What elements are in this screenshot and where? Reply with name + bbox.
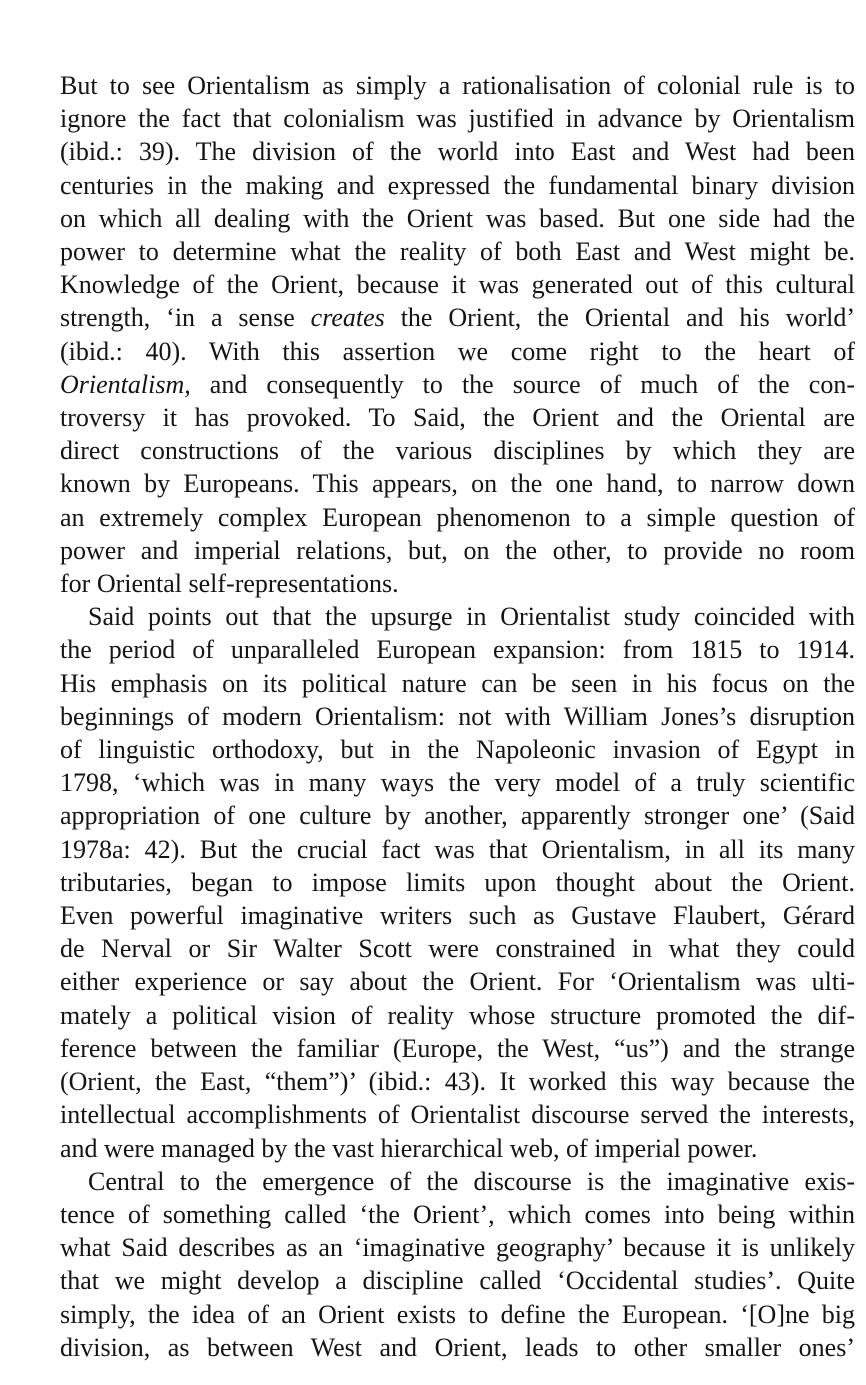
text-line [60,69,855,102]
book-page [60,69,855,1364]
text-line [60,501,855,534]
text-line [60,1331,855,1364]
text-run: (ibid.: 40). With this assertion we come right to the heart of [60,336,855,366]
text-run: ference between the familiar (Europe, the West, “us”) and the strange [60,1033,855,1063]
text-line [60,169,855,202]
text-run: and consequently to the source of much of the con- [190,369,855,399]
text-run: on which all dealing with the Orient was based. But one side had the [60,203,855,233]
text-run: what Said describes as an ‘imaginative geography’ because it is unlikely [60,1233,855,1263]
text-line [60,202,855,235]
text-line [60,534,855,567]
text-line [60,700,855,733]
text-run: strength, ‘in a sense [60,303,311,333]
text-run: simply, the idea of an Orient exists to define the European. ‘[O]ne big [60,1299,855,1329]
text-line [60,1065,855,1098]
text-run: Even powerful imaginative writers such as Gustave Flaubert, Gérard [60,901,855,931]
text-run: tributaries, began to impose limits upon thought about the Orient. [60,867,855,897]
text-run: an extremely complex European phenomenon to a simple question of [60,502,855,532]
text-line [60,667,855,700]
text-run: tence of something called ‘the Orient’, which comes into being within [60,1199,855,1229]
text-run: (ibid.: 39). The division of the world into East and West had been [60,137,855,167]
text-run: ignore the fact that colonialism was justified in advance by Orientalism [60,104,855,134]
text-line [60,335,855,368]
text-run: and were managed by the vast hierarchical web, of imperial power. [60,1133,758,1163]
text-run: de Nerval or Sir Walter Scott were constrained in what they could [60,934,855,964]
text-line [60,633,855,666]
paragraph [60,600,855,1164]
text-run: of linguistic orthodoxy, but in the Napoleonic invasion of Egypt in [60,735,855,765]
text-line [60,833,855,866]
text-line [60,766,855,799]
text-line [60,401,855,434]
text-run: beginnings of modern Orientalism: not with William Jones’s disruption [60,701,855,731]
text-run: power to determine what the reality of both East and West might be. [60,237,855,267]
text-run: for Oriental self-representations. [60,569,399,599]
text-run: direct constructions of the various disciplines by which they are [60,436,855,466]
text-run: mately a political vision of reality whose structure promoted the dif- [60,1000,855,1030]
italic-text-run: creates [310,303,385,333]
paragraph [60,1165,855,1364]
text-line [60,932,855,965]
text-run: Said points out that the upsurge in Orientalist study coincided with [88,602,855,632]
text-run: the Orient, the Oriental and his world’ [384,303,855,333]
text-run: 1978a: 42). But the crucial fact was that Orientalism, in all its many [60,834,855,864]
text-line [60,999,855,1032]
text-run: the period of unparalleled European expansion: from 1815 to 1914. [60,635,855,665]
text-line [60,1231,855,1264]
text-run: Central to the emergence of the discourse is the imaginative exis- [88,1166,855,1196]
text-run: known by Europeans. This appears, on the one hand, to narrow down [60,469,855,499]
italic-text-run: Orientalism, [60,369,191,399]
text-run: appropriation of one culture by another, apparently stronger one’ (Said [60,801,855,831]
text-run: But to see Orientalism as simply a rationalisation of colonial rule is to [60,71,855,100]
text-run: intellectual accomplishments of Orientalist discourse served the interests, [60,1100,855,1130]
text-line [60,733,855,766]
text-line [60,135,855,168]
text-line [60,600,855,633]
text-run: power and imperial relations, but, on the other, to provide no room [60,535,855,565]
text-line [60,434,855,467]
text-line [60,467,855,500]
text-run: troversy it has provoked. To Said, the Orient and the Oriental are [60,403,855,433]
text-line [60,1198,855,1231]
text-line [60,1298,855,1331]
text-line [60,1165,855,1198]
text-run: centuries in the making and expressed the fundamental binary division [60,170,855,200]
text-run: Knowledge of the Orient, because it was generated out of this cultural [60,270,855,300]
text-run: either experience or say about the Orient. For ‘Orientalism was ulti- [60,967,855,997]
text-line [60,1098,855,1131]
text-line [60,368,855,401]
text-line [60,799,855,832]
text-run: 1798, ‘which was in many ways the very model of a truly scientific [60,768,855,798]
text-run: His emphasis on its political nature can be seen in his focus on the [60,668,855,698]
text-line [60,102,855,135]
text-line [60,866,855,899]
text-line [60,268,855,301]
text-line [60,1132,855,1165]
text-run: (Orient, the East, “them”)’ (ibid.: 43). It worked this way because the [60,1067,855,1097]
text-line [60,899,855,932]
text-run: that we might develop a discipline called ‘Occidental studies’. Quite [60,1266,855,1296]
text-line [60,1032,855,1065]
text-line [60,567,855,600]
text-run: division, as between West and Orient, leads to other smaller ones’ [60,1332,855,1362]
paragraph [60,69,855,600]
text-line [60,965,855,998]
text-line [60,301,855,334]
text-line [60,1264,855,1297]
text-line [60,235,855,268]
